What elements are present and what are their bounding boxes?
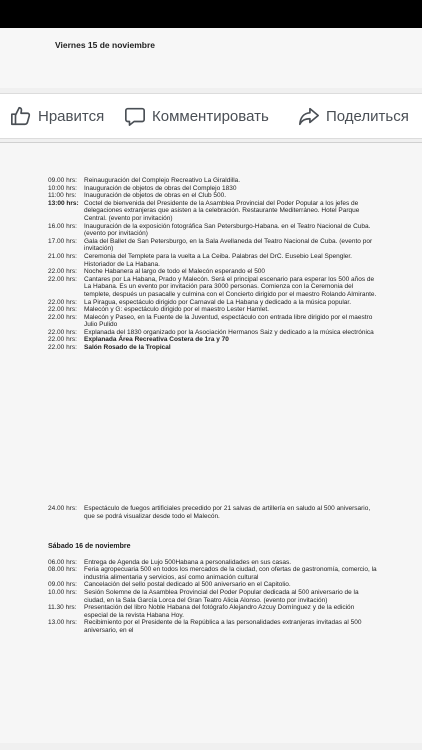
comment-button[interactable] [124,94,269,138]
event-desc: Malecón y G: espectáculo dirigido por el maestro Lester Hamlet. [84,306,269,314]
list-item [48,344,378,352]
event-time: 11:00 hrs: [48,192,77,200]
like-label: Нравится [38,107,105,125]
list-item [48,619,378,634]
event-time: 22.00 hrs: [48,344,77,352]
share-arrow-icon [298,105,320,127]
event-time: 21.00 hrs: [48,252,77,260]
list-item [48,306,378,314]
event-desc: Explanada Área Recreativa Costera de 1ra y 70 [84,336,229,344]
comment-icon [124,105,146,127]
list-item [48,268,378,276]
list-item [48,200,378,223]
event-desc: Recibimiento por el Presidente de la República a las personalidades extranjeras invitadas al 500 aniversario, en el [84,619,362,634]
event-time: 22.00 hrs: [48,268,77,276]
event-desc: Gala del Ballet de San Petersburgo, en la Sala Avellaneda del Teatro Nacional de Cuba. (evento por invitación) [84,237,373,253]
list-item [48,314,378,329]
event-desc: Explanada del 1830 organizado por la Asociación Hermanos Saiz y dedicado a la música electrónica [84,328,374,336]
like-button[interactable] [10,94,104,138]
list-item [48,581,378,589]
event-desc: Inauguración de objetos de obras en el Club 500. [84,192,227,200]
event-desc: Coctel de bienvenida del Presidente de la Asamblea Provincial del Poder Popular a los jefes de delegaciones extranjeras que asisten a la celebración. Restaurante Mediterráneo. Hotel Parque Central. (evento por invitación) [84,199,360,222]
event-desc: Noche Habanera al largo de todo el Malecón esperando el 500 [84,268,266,276]
thumbs-up-icon [10,105,32,127]
event-time: 22.00 hrs: [48,298,77,306]
event-desc: Ceremonia del Templete para la vuelta a La Ceiba. Palabras del DrC. Eusebio Leal Spengler. Historiador de La Habana. [84,252,352,268]
list-item [48,192,378,200]
schedule-day1 [48,177,378,352]
event-desc: Presentación del libro Noble Habana del fotógrafo Alejandro Azcuy Domínguez y de la edición especial de la revista Habana Hoy. [84,604,355,619]
event-time: 09.00 hrs: [48,581,77,589]
list-item [48,185,378,193]
event-time: 17.00 hrs: [48,237,77,245]
day-heading: Sábado 16 de noviembre [48,543,131,550]
event-time: 24.00 hrs: [48,505,77,512]
list-item [48,589,378,604]
event-desc: Cantares por La Habana, Prado y Malecón. Será el principal escenario para esperar los 500 años de La Habana. Es un evento por invitación para 3000 personas. Comienza con la Ceremonia del templete, después un pasacalle y culmina con el Concierto dirigido por el maestro Rolando Almirante. [84,275,377,298]
event-time: 22.00 hrs: [48,313,77,321]
comment-label: Комментировать [152,107,269,125]
event-desc: Cancelación del sello postal dedicado al 500 aniversario en el Capitolio. [84,581,291,589]
list-item [48,238,378,253]
share-label: Поделиться [326,107,409,125]
event-time: 22.00 hrs: [48,306,77,314]
list-item [48,299,378,307]
event-time: 10:00 hrs: [48,184,77,192]
event-desc: Salón Rosado de la Tropical [84,344,171,352]
schedule-day2 [48,543,378,635]
list-item [48,566,378,581]
event-desc: Reinauguración del Complejo Recreativo La Giraldilla. [84,177,241,184]
event-desc: La Piragua, espectáculo dirigido por Carnaval de La Habana y dedicado a la música popular. [84,298,352,306]
list-item [48,559,378,567]
list-item [48,253,378,268]
event-time: 22.00 hrs: [48,336,77,344]
event-time: 08.00 hrs: [48,566,77,574]
list-item [48,336,378,344]
post-actions-bar [0,93,422,139]
event-time: 16.00 hrs: [48,222,77,230]
event-time: 06.00 hrs: [48,558,77,566]
list-item [48,604,378,619]
event-time: 10.00 hrs: [48,588,77,596]
list-item [48,177,378,185]
event-desc: Inauguración de objetos de obras del Complejo 1830 [84,184,237,192]
post-image-top [0,28,422,88]
list-item [48,276,378,299]
event-time: 13:00 hrs: [48,199,79,207]
top-date-label: Viernes 15 de noviembre [55,40,156,50]
event-time: 13.00 hrs: [48,619,77,627]
event-desc: Espectáculo de fuegos artificiales precedido por 21 salvas de artillería en saludo al 500 aniversario, que se podrá visualizar desde todo el Malecón. [84,505,371,520]
status-bar [0,0,422,28]
event-time: 09.00 hrs: [48,177,77,184]
share-button[interactable] [298,94,409,138]
event-desc: Entrega de Agenda de Lujo 500Habana a personalidades en sus casas. [84,558,292,566]
event-desc: Feria agropecuaria 500 en todos los mercados de la ciudad, con ofertas de gastronomía, comercio, la industria alimentaria y servicios, así como animación cultural [84,566,377,581]
event-desc: Sesión Solemne de la Asamblea Provincial del Poder Popular dedicada al 500 aniversario de la ciudad, en la Sala García Lorca del Gran Teatro Alicia Alonso. (evento por invitación) [84,588,359,604]
event-desc: Malecón y Paseo, en la Fuente de la Juventud, espectáculo con entrada libre dirigido por el maestro Julio Pulido [84,313,373,329]
list-item [48,505,378,520]
schedule-document [0,142,422,743]
list-item [48,223,378,238]
event-desc: Inauguración de la exposición fotográfica San Petersburgo-Habana. en el Teatro Nacional de Cuba. (evento por invitación) [84,222,371,238]
schedule-fireworks [48,505,378,520]
event-time: 22.00 hrs: [48,275,77,283]
event-time: 11.30 hrs: [48,604,77,612]
event-time: 22.00 hrs: [48,328,77,336]
